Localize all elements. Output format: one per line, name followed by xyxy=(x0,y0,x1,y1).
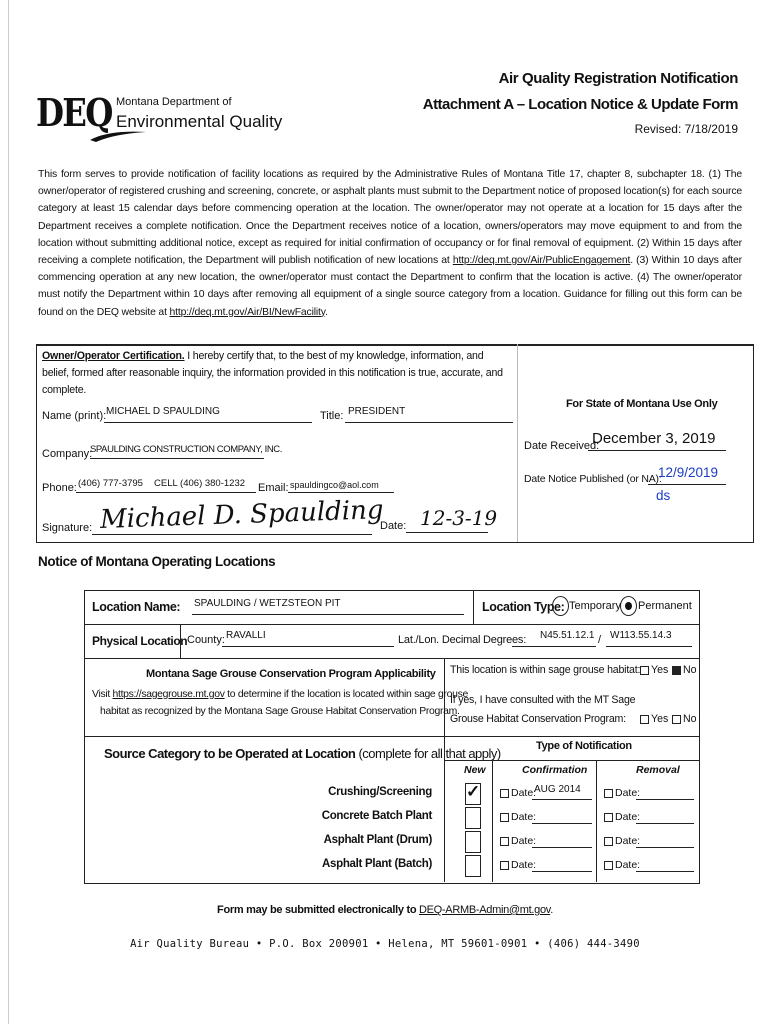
consult-yes[interactable] xyxy=(640,713,668,725)
source-row-label: Asphalt Plant (Drum) xyxy=(323,834,432,846)
name-field[interactable]: MICHAEL D SPAULDING xyxy=(106,406,220,417)
removal-date[interactable] xyxy=(604,811,640,823)
phone-label: Phone: xyxy=(42,482,77,494)
deq-logo xyxy=(36,90,283,150)
col-removal-label: Removal xyxy=(636,764,680,776)
removal-date-line xyxy=(636,847,694,848)
consult-question-2: Grouse Habitat Conservation Program: xyxy=(450,713,626,725)
cell-field[interactable]: CELL (406) 380-1232 xyxy=(154,478,246,489)
phone-field[interactable]: (406) 777-3795 xyxy=(78,478,143,489)
confirmation-checkbox xyxy=(500,789,509,798)
latlon-separator: / xyxy=(598,634,602,646)
location-name-line xyxy=(192,614,464,615)
county-label: County: xyxy=(187,634,225,646)
physical-location-label: Physical Location xyxy=(92,634,188,648)
date-published-label: Date Notice Published (or NA): xyxy=(524,473,662,485)
consult-no-label: No xyxy=(683,713,697,725)
new-checkbox[interactable] xyxy=(465,807,481,829)
confirmation-date[interactable] xyxy=(500,811,536,823)
consult-no-checkbox xyxy=(672,715,681,724)
removal-checkbox xyxy=(604,813,613,822)
submit-end: . xyxy=(550,904,553,916)
date-published-line xyxy=(648,484,726,485)
sage-row-divider xyxy=(84,736,700,737)
logo-swoosh-icon xyxy=(88,128,148,144)
removal-date[interactable] xyxy=(604,835,640,847)
signature-field-line xyxy=(92,534,372,535)
location-type-label: Location Type: xyxy=(482,600,565,614)
date-published-stamp: 12/9/2019 xyxy=(658,465,719,480)
permanent-radio[interactable] xyxy=(620,596,637,616)
logo-letters: DEQ xyxy=(36,90,112,135)
lon-line xyxy=(606,646,692,647)
cert-date-field-line xyxy=(406,532,488,533)
source-heading-bold: Source Category to be Operated at Location xyxy=(104,746,356,761)
notif-header-divider xyxy=(444,760,700,761)
removal-checkbox xyxy=(604,861,613,870)
consult-yes-label: Yes xyxy=(651,713,669,725)
removal-date-label: Date: xyxy=(615,811,641,823)
consult-yes-checkbox xyxy=(640,715,649,724)
sage-heading: Montana Sage Grouse Conservation Program Applicability xyxy=(146,668,436,680)
habitat-no-checkbox xyxy=(672,666,681,675)
county-field[interactable]: RAVALLI xyxy=(226,630,266,641)
lat-line xyxy=(512,646,596,647)
source-heading xyxy=(104,746,501,761)
state-use-divider xyxy=(517,344,518,542)
removal-checkbox xyxy=(604,789,613,798)
date-received-stamp: December 3, 2019 xyxy=(592,430,716,447)
type-of-notification-heading: Type of Notification xyxy=(536,740,632,752)
certification-text: I hereby certify that, to the best of my knowledge, information, and belief, formed after reasonable inquiry, the information provided in this notification is true, accurate, and complete. xyxy=(42,350,503,396)
email-field[interactable]: spauldingco@aol.com xyxy=(290,480,379,490)
source-row-label: Asphalt Plant (Batch) xyxy=(322,858,432,870)
removal-date-label: Date: xyxy=(615,859,641,871)
date-received-label: Date Received: xyxy=(524,440,600,452)
name-label: Name (print): xyxy=(42,410,107,422)
removal-date-line xyxy=(636,799,694,800)
source-row-label: Crushing/Screening xyxy=(328,786,432,798)
confirmation-checkbox xyxy=(500,861,509,870)
location-name-field[interactable]: SPAULDING / WETZSTEON PIT xyxy=(194,598,341,609)
sage-text-1: to determine if the location is located within sage grouse xyxy=(224,689,468,700)
public-engagement-link[interactable]: http://deq.mt.gov/Air/PublicEngagement xyxy=(452,255,631,267)
company-field-line xyxy=(90,458,264,459)
confirmation-date-line xyxy=(532,871,592,872)
certification-statement xyxy=(42,348,512,399)
confirmation-date[interactable] xyxy=(500,835,536,847)
intro-paragraph xyxy=(38,166,742,321)
source-heading-rest: (complete for all that apply) xyxy=(355,746,501,761)
company-field[interactable]: SPAULDING CONSTRUCTION COMPANY, INC. xyxy=(90,444,282,455)
col-new-label: New xyxy=(464,764,486,776)
form-title: Air Quality Registration Notification xyxy=(498,70,738,87)
removal-date-label: Date: xyxy=(615,835,641,847)
locations-section-title: Notice of Montana Operating Locations xyxy=(38,554,276,569)
new-checkbox[interactable] xyxy=(465,855,481,877)
date-received-line xyxy=(588,450,726,451)
bureau-address: Air Quality Bureau • P.O. Box 200901 • Helena, MT 59601-0901 • (406) 444-3490 xyxy=(130,938,640,950)
state-use-heading: For State of Montana Use Only xyxy=(566,398,718,410)
cert-date-field[interactable]: 12-3-19 xyxy=(420,506,498,530)
title-field[interactable]: PRESIDENT xyxy=(348,406,406,417)
consult-question-1: If yes, I have consulted with the MT Sage xyxy=(450,694,636,706)
confirmation-checkbox xyxy=(500,813,509,822)
company-label: Company: xyxy=(42,448,93,460)
habitat-no[interactable] xyxy=(672,664,697,676)
removal-date[interactable] xyxy=(604,859,640,871)
latlon-label: Lat./Lon. Decimal Degrees: xyxy=(398,634,527,646)
email-field-line xyxy=(288,492,394,493)
habitat-yes[interactable] xyxy=(640,664,668,676)
new-facility-link[interactable]: http://deq.mt.gov/Air/BI/NewFacility xyxy=(169,306,326,318)
certification-heading: Owner/Operator Certification. xyxy=(42,350,185,362)
submit-email-link[interactable]: DEQ-ARMB-Admin@mt.gov xyxy=(419,904,551,916)
habitat-no-label: No xyxy=(683,664,697,676)
submit-note xyxy=(0,904,770,916)
email-label: Email: xyxy=(258,482,289,494)
col-confirmation-label: Confirmation xyxy=(522,764,588,776)
sage-instructions xyxy=(92,686,468,720)
habitat-yes-label: Yes xyxy=(651,664,669,676)
form-subtitle: Attachment A – Location Notice & Update Form xyxy=(422,96,738,113)
intro-text-2: . (3) Within 10 days after commencing operation at any new location, the owner/operator must contact the Department to confirm that the location is active. (4) The owner/operator must notify the Department within 10 days after removing all equipment of a single source category from a location. Guidance for filling out this form can be found on the DEQ website at xyxy=(38,255,742,318)
habitat-question: This location is within sage grouse habitat: xyxy=(450,664,641,676)
name-field-line xyxy=(104,422,312,423)
county-line xyxy=(222,646,394,647)
new-checkbox[interactable] xyxy=(465,831,481,853)
sage-visit: Visit xyxy=(92,689,113,700)
removal-date-line xyxy=(636,823,694,824)
intro-text-1: This form serves to provide notification of facility locations as required by the Administrative Rules of Montana Title 17, chapter 8, subchapter 18. (1) The owner/operator of registered crushing and screening, concrete, or asphalt plants must submit to the Department notice of proposed location(s) for each source category at least 15 calendar days before commencing operation at the location. The owner/operator may not operate at a location for 15 days after the Department receives a complete notification. Once the Department receives notice of a location, owners/operators may move equipment to and from the location without submitting additional notice, except as required for initial confirmation of occupancy or for final removal of equipment. (2) Within 15 days after receiving a complete notification, the Department will publish notification of new locations at xyxy=(38,169,742,267)
submit-text: Form may be submitted electronically to xyxy=(217,904,419,916)
lon-field[interactable]: W113.55.14.3 xyxy=(610,630,672,641)
loc-row-divider-1 xyxy=(84,624,700,625)
col-new-divider xyxy=(492,760,493,882)
sage-grouse-link[interactable]: https://sagegrouse.mt.gov xyxy=(112,689,225,700)
habitat-yes-checkbox xyxy=(640,666,649,675)
left-page-edge xyxy=(8,0,9,1024)
title-label: Title: xyxy=(320,410,344,422)
title-field-line xyxy=(345,422,513,423)
revised-date: Revised: 7/18/2019 xyxy=(634,122,738,136)
agency-line2: Environmental Quality xyxy=(116,112,283,131)
loc-row-divider-2 xyxy=(84,658,700,659)
permanent-label: Permanent xyxy=(638,600,692,612)
removal-checkbox xyxy=(604,837,613,846)
removal-date-line xyxy=(636,871,694,872)
removal-date[interactable] xyxy=(604,787,640,799)
source-row-label: Concrete Batch Plant xyxy=(321,810,432,822)
removal-date-label: Date: xyxy=(615,787,641,799)
confirmation-date[interactable] xyxy=(500,787,536,799)
confirmation-date-line xyxy=(532,847,592,848)
loc-type-divider xyxy=(473,590,474,624)
sage-text-2: habitat as recognized by the Montana Sage Grouse Habitat Conservation Program. xyxy=(100,706,460,717)
temporary-label: Temporary xyxy=(569,600,621,612)
intro-text-3: . xyxy=(325,306,328,318)
agency-line1: Montana Department of xyxy=(116,96,232,108)
confirmation-date-value: AUG 2014 xyxy=(534,784,581,795)
confirmation-checkbox xyxy=(500,837,509,846)
confirmation-date-label: Date: xyxy=(511,811,537,823)
confirmation-date-label: Date: xyxy=(511,835,537,847)
col-conf-divider xyxy=(596,760,597,882)
location-name-label: Location Name: xyxy=(92,600,181,614)
reviewer-initials: ds xyxy=(656,488,671,503)
confirmation-date-line xyxy=(532,823,592,824)
cert-date-label: Date: xyxy=(380,520,407,532)
phone-field-line xyxy=(76,492,256,493)
confirmation-date-line xyxy=(532,799,592,800)
consult-no[interactable] xyxy=(672,713,697,725)
signature-field[interactable]: Michael D. Spaulding xyxy=(99,495,384,535)
new-check-mark: ✓ xyxy=(466,782,481,801)
confirmation-date[interactable] xyxy=(500,859,536,871)
confirmation-date-label: Date: xyxy=(511,859,537,871)
permanent-radio-dot xyxy=(625,602,632,610)
lat-field[interactable]: N45.51.12.1 xyxy=(540,630,595,641)
signature-label: Signature: xyxy=(42,522,93,534)
temporary-radio[interactable] xyxy=(552,596,569,616)
confirmation-date-label: Date: xyxy=(511,787,537,799)
